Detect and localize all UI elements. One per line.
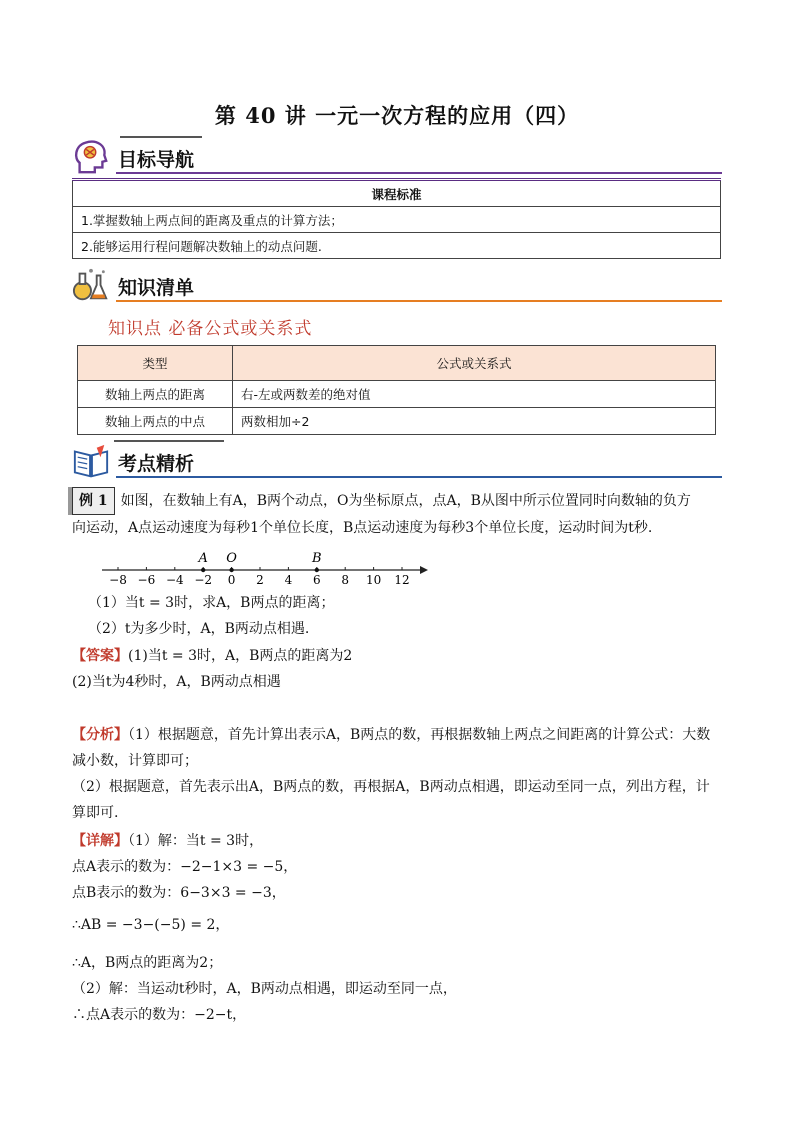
section-underline	[116, 476, 722, 478]
example-badge: 例 1	[72, 487, 115, 515]
section-underline	[116, 300, 722, 302]
table-cell: 数轴上两点的距离	[78, 381, 233, 408]
answer-block	[72, 643, 727, 695]
axis-arrow	[420, 566, 428, 574]
detail-line	[72, 828, 727, 854]
answer-tag: 【答案】	[72, 648, 128, 664]
point-label: A	[198, 551, 208, 566]
table-header: 公式或关系式	[233, 346, 716, 381]
tick-label: 12	[394, 573, 410, 587]
tick-label: −2	[194, 573, 213, 587]
point-marker	[229, 568, 233, 572]
tick-label: 8	[341, 573, 350, 587]
table-cell: 右-左或两数差的绝对值	[233, 381, 716, 408]
detail-line: ∴A，B两点的距离为2；	[72, 955, 223, 971]
question-1: （1）当t = 3时，求A，B两点的距离；	[88, 595, 335, 611]
point-label: B	[312, 551, 322, 566]
number-line	[98, 550, 430, 588]
section-goal-label: 目标导航	[118, 149, 195, 171]
analysis-line: （2）根据题意，首先表示出A，B两点的数，再根据A，B两动点相遇，即运动至同一点，列出方程，计	[72, 779, 710, 795]
formula-table	[77, 345, 716, 435]
section-topline	[120, 136, 202, 138]
analysis-line	[72, 722, 727, 748]
point-marker	[315, 568, 319, 572]
analysis-tag: 【分析】	[72, 727, 128, 743]
knowledge-point-title: 知识点 必备公式或关系式	[108, 319, 313, 339]
detail-text: （1）解：当t = 3时，	[128, 833, 264, 849]
detail-line: ∴点A表示的数为：−2−t，	[72, 1007, 247, 1023]
question-2: （2）t为多少时，A，B两动点相遇.	[88, 621, 310, 637]
open-book-icon	[72, 442, 110, 480]
analysis-line: 减小数，计算即可；	[72, 753, 198, 769]
table-header: 课程标准	[73, 180, 721, 207]
example-line: 向运动，A点运动速度为每秒1个单位长度，B点运动速度为每秒3个单位长度，运动时间为t秒.	[72, 520, 653, 536]
table-row	[78, 381, 716, 408]
tick-label: 10	[365, 573, 382, 587]
tick-label: 4	[284, 573, 293, 587]
analysis-block	[72, 722, 727, 826]
detail-tag: 【详解】	[72, 833, 128, 849]
table-cell: 两数相加÷2	[233, 408, 716, 435]
table-row: 1.掌握数轴上两点间的距离及重点的计算方法；	[73, 207, 721, 233]
answer-line	[72, 643, 727, 669]
detail-block	[72, 828, 727, 1028]
section-exam-label: 考点精析	[118, 453, 195, 475]
table-row: 2.能够运用行程问题解决数轴上的动点问题.	[73, 233, 721, 259]
detail-line: （2）解：当运动t秒时，A，B两动点相遇，即运动至同一点，	[72, 981, 457, 997]
example-line	[72, 487, 727, 515]
tick-label: −4	[165, 573, 184, 587]
table-cell: 数轴上两点的中点	[78, 408, 233, 435]
detail-line: 点B表示的数为：6−3×3 = −3，	[72, 885, 286, 901]
point-marker	[201, 568, 205, 572]
answer-line: (2)当t为4秒时，A，B两动点相遇	[72, 674, 281, 690]
example-block	[72, 487, 727, 541]
page-title: 第 40 讲 一元一次方程的应用（四）	[214, 103, 580, 128]
detail-line: ∴AB = −3−(−5) = 2，	[72, 917, 230, 933]
section-exam	[70, 440, 722, 482]
section-underline	[116, 172, 722, 174]
brain-head-icon	[72, 138, 110, 176]
section-goal	[70, 136, 722, 178]
example-text: 如图，在数轴上有A，B两个动点，O为坐标原点，点A，B从图中所示位置同时向数轴的负方	[120, 493, 691, 509]
course-standard-table	[72, 178, 721, 259]
tick-label: 0	[227, 573, 236, 587]
section-knowledge	[70, 264, 722, 306]
section-topline	[114, 440, 224, 442]
flask-icon	[72, 266, 110, 304]
tick-label: 2	[256, 573, 264, 587]
point-label: O	[226, 551, 237, 566]
tick-label: 6	[312, 573, 321, 587]
tick-label: −8	[109, 573, 127, 587]
table-row	[78, 408, 716, 435]
answer-text: (1)当t = 3时，A，B两点的距离为2	[128, 648, 353, 664]
analysis-text: （1）根据题意，首先计算出表示A，B两点的数，再根据数轴上两点之间距离的计算公式：大数	[128, 727, 711, 743]
section-knowledge-label: 知识清单	[118, 277, 195, 299]
detail-line: 点A表示的数为：−2−1×3 = −5，	[72, 859, 298, 875]
table-header: 类型	[78, 346, 233, 381]
analysis-line: 算即可.	[72, 805, 119, 821]
tick-label: −6	[137, 573, 156, 587]
question-block	[88, 590, 728, 642]
